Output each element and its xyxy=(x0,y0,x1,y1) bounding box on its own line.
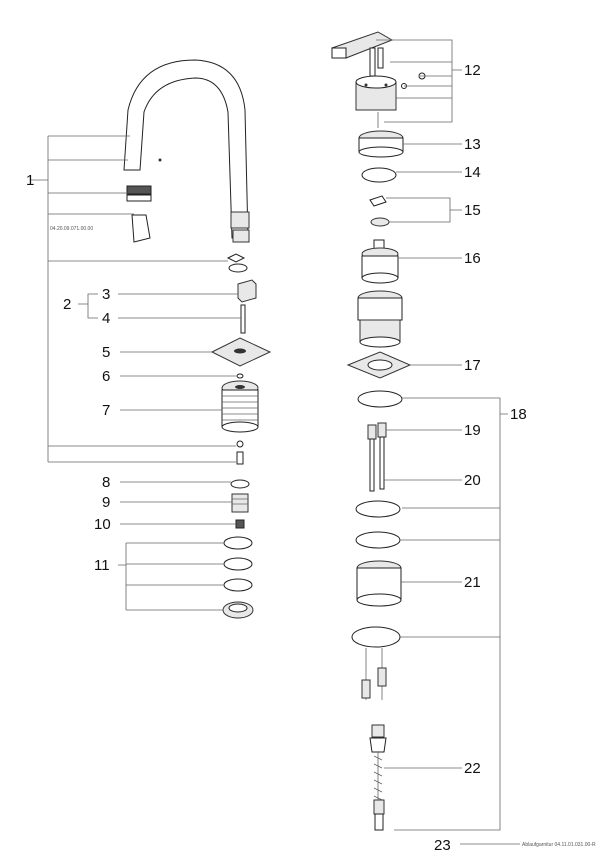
threaded-body-part xyxy=(222,381,258,432)
callout-9: 9 xyxy=(102,494,111,511)
o-ring-part-14 xyxy=(362,168,396,182)
connector-part xyxy=(232,494,248,512)
screw-part xyxy=(237,441,243,464)
lever-handle-part xyxy=(332,32,425,128)
part-ref-bottom: Ablaufgarnitur 04.11.01.031.00-R xyxy=(522,842,596,848)
o-ring-part xyxy=(228,254,247,272)
seal-ring-part xyxy=(231,480,249,488)
support-sleeve-part xyxy=(357,561,401,606)
washer-part-6 xyxy=(237,374,243,378)
callout-1: 1 xyxy=(26,172,35,189)
pin-part xyxy=(241,305,245,333)
aerator-key-part xyxy=(132,215,150,242)
sleeve-part xyxy=(358,291,402,347)
leader-lines xyxy=(30,40,520,844)
callout-22: 22 xyxy=(464,760,481,777)
callout-8: 8 xyxy=(102,474,111,491)
cover-plate-part xyxy=(212,338,270,366)
rings-part-11 xyxy=(223,537,253,618)
callout-15: 15 xyxy=(464,202,481,219)
ring-part-a xyxy=(356,501,400,517)
nipple-part xyxy=(236,520,244,528)
callout-5: 5 xyxy=(102,344,111,361)
callout-3: 3 xyxy=(102,286,111,303)
callout-18: 18 xyxy=(510,406,527,423)
clip-part xyxy=(238,280,256,302)
callout-10: 10 xyxy=(94,516,111,533)
callout-16: 16 xyxy=(464,250,481,267)
callout-6: 6 xyxy=(102,368,111,385)
ring-part-b xyxy=(356,532,400,548)
callout-numbers xyxy=(26,62,596,854)
callout-21: 21 xyxy=(464,574,481,591)
callout-19: 19 xyxy=(464,422,481,439)
part-ref-left: 04.20.09.071.00.00 xyxy=(50,226,94,232)
callout-23: 23 xyxy=(434,837,451,854)
callout-7: 7 xyxy=(102,402,111,419)
gasket-part-18 xyxy=(358,391,402,407)
callout-14: 14 xyxy=(464,164,481,181)
callout-20: 20 xyxy=(464,472,481,489)
callout-4: 4 xyxy=(102,310,111,327)
cartridge-clip-part xyxy=(370,196,389,226)
base-plate-part xyxy=(348,352,410,378)
cap-nut-part xyxy=(359,131,403,157)
callout-11: 11 xyxy=(94,557,110,574)
callout-17: 17 xyxy=(464,357,481,374)
callout-13: 13 xyxy=(464,136,481,153)
aerator-part xyxy=(127,186,151,201)
callout-2: 2 xyxy=(63,296,72,313)
cartridge-part xyxy=(362,240,398,283)
callout-12: 12 xyxy=(464,62,481,79)
flex-hose-part xyxy=(370,725,386,830)
fixing-ring-part xyxy=(352,627,400,700)
connection-hoses-part xyxy=(368,423,386,491)
